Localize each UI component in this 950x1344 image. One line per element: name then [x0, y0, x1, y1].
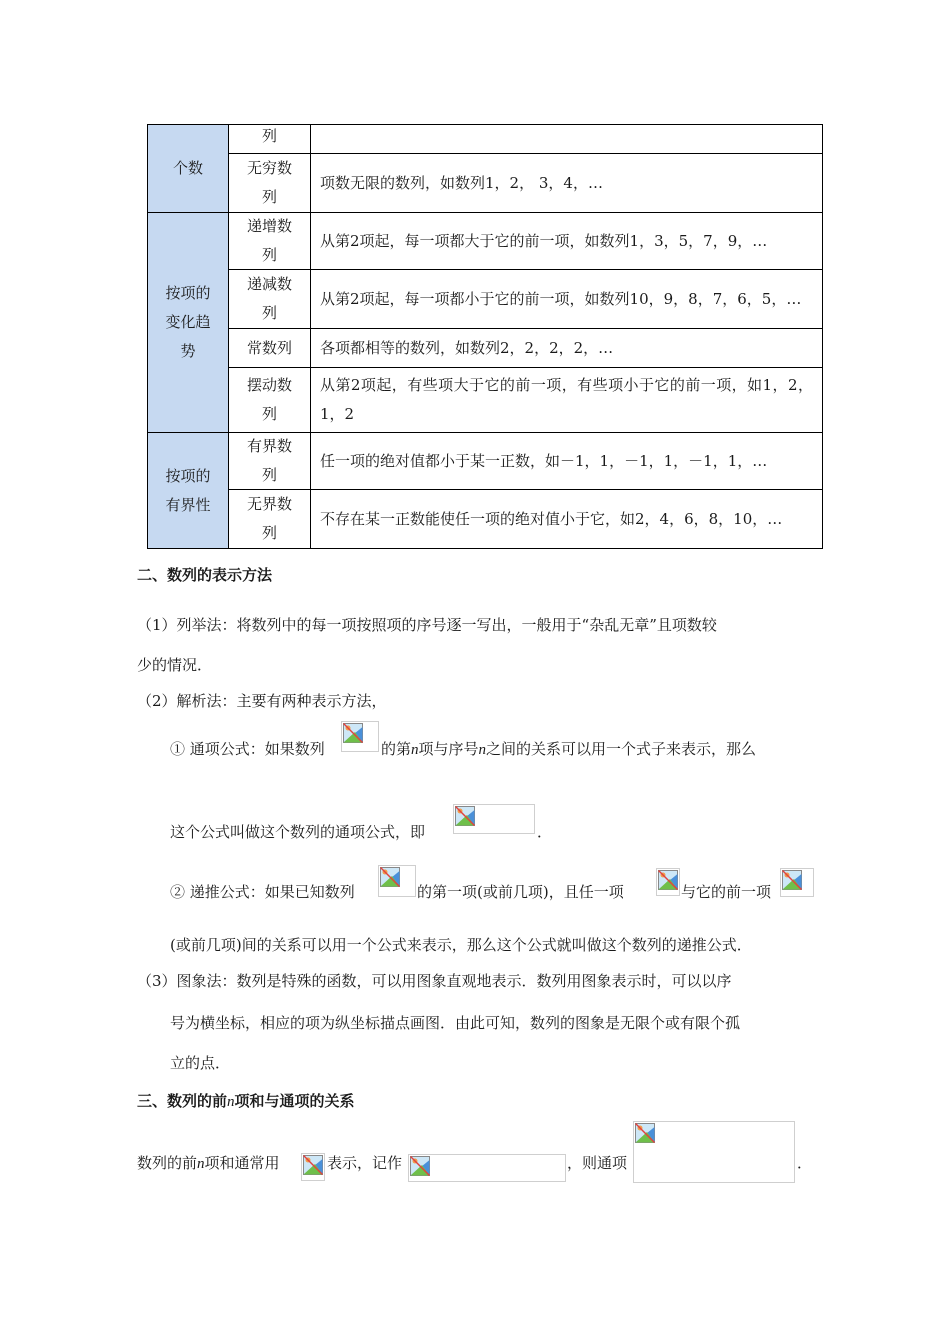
section-heading: [137, 1090, 355, 1111]
variable-n: n: [478, 742, 487, 758]
text: 三、数列的前: [137, 1092, 228, 1110]
subtype-cell: [228, 153, 311, 213]
paragraph-line: 这个公式叫做这个数列的通项公式，即: [170, 823, 426, 841]
description-cell: [310, 153, 823, 213]
paragraph-line: 立的点．: [170, 1054, 231, 1072]
description-text: 从第2项起，有些项大于它的前一项，有些项小于它的前一项，如1，2，1，2: [320, 376, 813, 423]
description-text: 任一项的绝对值都小于某一正数，如－1，1，－1，1，－1，1，…: [320, 451, 768, 470]
general-term-line-cont: [381, 738, 756, 759]
variable-n: n: [197, 1156, 205, 1172]
recursive-line: [170, 881, 355, 902]
formula-image-prev-term: [780, 868, 814, 897]
paragraph-line: （1）列举法：将数列中的每一项按照项的序号逐一写出，一般用于“杂乱无章”且项数较: [137, 616, 717, 634]
description-cell: [310, 269, 823, 329]
category-label: 按项的变化趋势: [165, 284, 211, 360]
period: ．: [797, 1154, 813, 1172]
description-cell: [310, 124, 823, 154]
description-cell: [310, 212, 823, 270]
formula-image-an: [341, 721, 379, 752]
broken-image-icon: [410, 1156, 430, 1176]
broken-image-icon: [782, 870, 802, 890]
subtype-label: 无穷数列: [246, 159, 292, 206]
description-cell: [310, 367, 823, 433]
subtype-label: 列: [261, 127, 277, 145]
text: ，则通项: [567, 1154, 628, 1172]
paragraph-line: (或前几项)间的关系可以用一个公式来表示，那么这个公式就叫做这个数列的递推公式．: [170, 936, 752, 954]
paragraph-line: 少的情况．: [137, 656, 213, 674]
text: ② 递推公式：如果已知数列: [170, 883, 355, 901]
broken-image-icon: [455, 806, 475, 826]
text: 的第: [381, 740, 412, 758]
subtype-cell: [228, 432, 311, 490]
sum-relation-line: [137, 1152, 280, 1173]
variable-n: n: [227, 1094, 235, 1110]
description-text: 从第2项起，每一项都大于它的前一项，如数列1，3，5，7，9，…: [320, 231, 768, 250]
description-text: 从第2项起，每一项都小于它的前一项，如数列10，9，8，7，6，5，…: [320, 289, 802, 308]
description-text: 各项都相等的数列，如数列2，2，2，2，…: [320, 338, 614, 357]
broken-image-icon: [343, 723, 363, 743]
category-cell-bounded: [147, 432, 229, 549]
broken-image-icon: [303, 1155, 323, 1175]
sequence-classification-table: [147, 124, 823, 549]
paragraph-line: （3）图象法：数列是特殊的函数，可以用图象直观地表示．数列用图象表示时，可以以序: [137, 972, 732, 990]
text: ① 通项公式：如果数列: [170, 740, 325, 758]
text: 项和通常用: [204, 1154, 280, 1172]
text: 与它的前一项: [681, 883, 772, 901]
description-cell: [310, 489, 823, 549]
formula-image-an-piecewise: [633, 1121, 795, 1183]
section-heading: 二、数列的表示方法: [137, 566, 273, 584]
broken-image-icon: [658, 870, 678, 890]
text: 数列的前: [137, 1154, 198, 1172]
broken-image-icon: [380, 867, 400, 887]
text: 表示，记作: [327, 1154, 403, 1172]
formula-image-sn: [301, 1153, 325, 1181]
text: 的第一项(或前几项)，且任一项: [417, 883, 624, 901]
category-label: 按项的有界性: [165, 466, 211, 514]
subtype-cell: [228, 124, 311, 154]
description-cell: [310, 432, 823, 490]
category-label: 个数: [172, 159, 203, 177]
formula-image-general-term: [453, 804, 535, 834]
text: 之间的关系可以用一个式子来表示，那么: [486, 740, 757, 758]
category-cell-trend: [147, 212, 229, 433]
subtype-cell: [228, 367, 311, 433]
formula-image-an: [378, 865, 416, 897]
subtype-label: 有界数列: [246, 437, 292, 484]
variable-n: n: [411, 742, 419, 758]
category-cell-count: [147, 124, 229, 213]
description-text: 项数无限的数列，如数列1，2， 3，4，…: [320, 173, 603, 192]
text: 项和与通项的关系: [234, 1092, 355, 1110]
description-text: 不存在某一正数能使任一项的绝对值小于它，如2，4，6，8，10，…: [320, 509, 783, 528]
general-term-line: [170, 738, 325, 759]
period: ．: [537, 823, 553, 841]
description-cell: [310, 328, 823, 368]
subtype-cell: [228, 212, 311, 270]
paragraph-line: 号为横坐标，相应的项为纵坐标描点画图．由此可知，数列的图象是无限个或有限个孤: [170, 1014, 741, 1032]
subtype-cell: [228, 328, 311, 368]
subtype-label: 递减数列: [246, 275, 292, 322]
subtype-cell: [228, 269, 311, 329]
subtype-label: 无界数列: [246, 495, 292, 542]
text: 项与序号: [418, 740, 479, 758]
subtype-label: 递增数列: [246, 217, 292, 264]
subtype-label: 常数列: [246, 338, 292, 357]
broken-image-icon: [635, 1123, 655, 1143]
formula-image-an-term: [656, 868, 680, 896]
subtype-label: 摆动数列: [246, 376, 292, 423]
paragraph-line: （2）解析法：主要有两种表示方法，: [137, 692, 387, 710]
formula-image-sn-def: [408, 1154, 566, 1182]
subtype-cell: [228, 489, 311, 549]
